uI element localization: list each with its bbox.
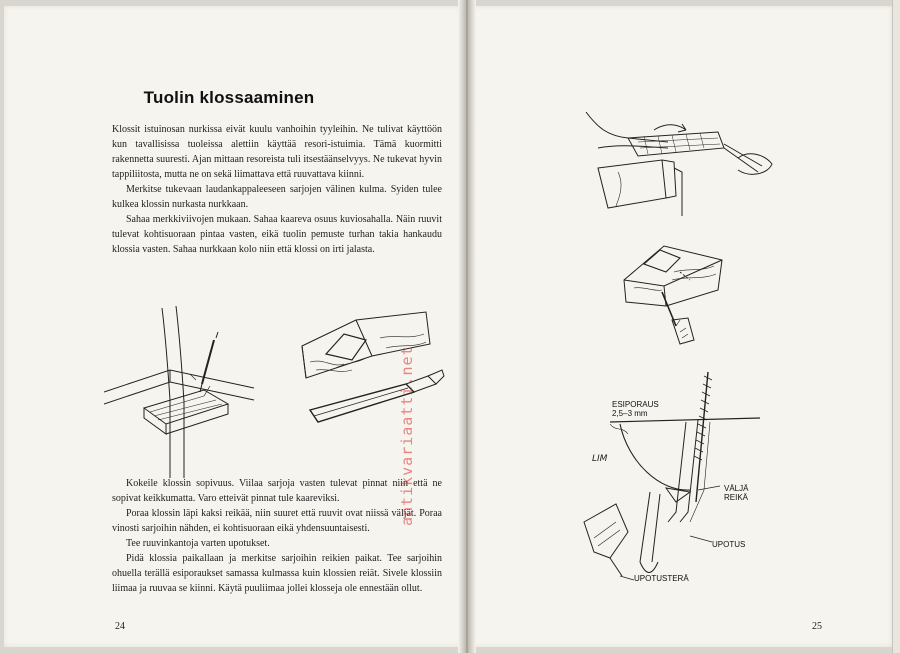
watermark-text: antikvariaatti.net — [398, 345, 416, 526]
page-number-left: 24 — [115, 621, 125, 632]
body-text-bottom — [112, 476, 442, 596]
label-esiporaus: ESIPORAUS — [612, 400, 659, 409]
paragraph: Klossit istuinosan nurkissa eivät kuulu vanhoihin tyyleihin. Ne tulivat käyttöön kun tavallisissa tuoleissa alettiin käyttää resori-istuimia. Tämä kuormitti rakennetta suuresti. Ajan mittaan resoreista tuli itsestäänselvyys. Ne tukevat hyvin tappiliitosta, mutta ne on sekä liimattava että ruuvattava kiinni. — [112, 124, 442, 180]
page-number-right: 25 — [812, 621, 822, 632]
book-gutter — [458, 0, 476, 653]
plank-and-saw-illustration — [296, 298, 446, 448]
label-valja: VÄLJÄ — [724, 484, 749, 493]
body-text-top — [112, 122, 442, 257]
paragraph: Tee ruuvinkantoja varten upotukset. — [126, 538, 270, 549]
filing-block-illustration — [578, 108, 778, 218]
paragraph: Sahaa merkkiviivojen mukaan. Sahaa kaareva osuus kuviosahalla. Näin ruuvit tulevat kohtisuoraan pintaa vasten, eikä tuolin pemuste turhan takia hankaudu klossia vasten. Sahaa nurkkaan kolo niin että klossi on irti jalasta. — [112, 214, 442, 255]
drilling-block-illustration — [614, 236, 734, 356]
chair-corner-illustration — [104, 300, 274, 480]
label-esiporaus-size: 2,5–3 mm — [612, 409, 648, 418]
screw-cross-section-diagram — [580, 362, 780, 592]
label-upotus: UPOTUS — [712, 540, 746, 549]
label-upotustera: UPOTUSTERÄ — [634, 574, 689, 583]
paragraph: Kokeile klossin sopivuus. Viilaa sarjoja vasten tulevat pinnat niin että ne sopivat keikkumatta. Varo etteivät pinnat tule kaareviksi. — [112, 478, 442, 504]
page-title: Tuolin klossaaminen — [143, 88, 315, 107]
label-reika: REIKÄ — [724, 493, 749, 502]
paragraph: Merkitse tukevaan laudankappaleeseen sarjojen välinen kulma. Syiden tulee kulkea klossin nurkasta nurkkaan. — [112, 184, 442, 210]
paragraph: Pidä klossia paikallaan ja merkitse sarjoihin reikien paikat. Tee sarjoihin ohuella terällä esiporaukset samassa kulmassa kuin klossien reiät. Sivele klossiin liimaa ja ruuvaa se kiinni. Käytä puuliimaa jollei klosseja ole ennestään ollut. — [112, 553, 442, 594]
page-edge — [892, 0, 900, 653]
label-lim: LIM — [592, 454, 608, 464]
paragraph: Poraa klossin läpi kaksi reikää, niin suuret että ruuvit ovat niissä väljät. Poraa vinosti sarjoihin nähden, ei kohtisuoraan eikä yhdensuuntaisesti. — [112, 508, 442, 534]
